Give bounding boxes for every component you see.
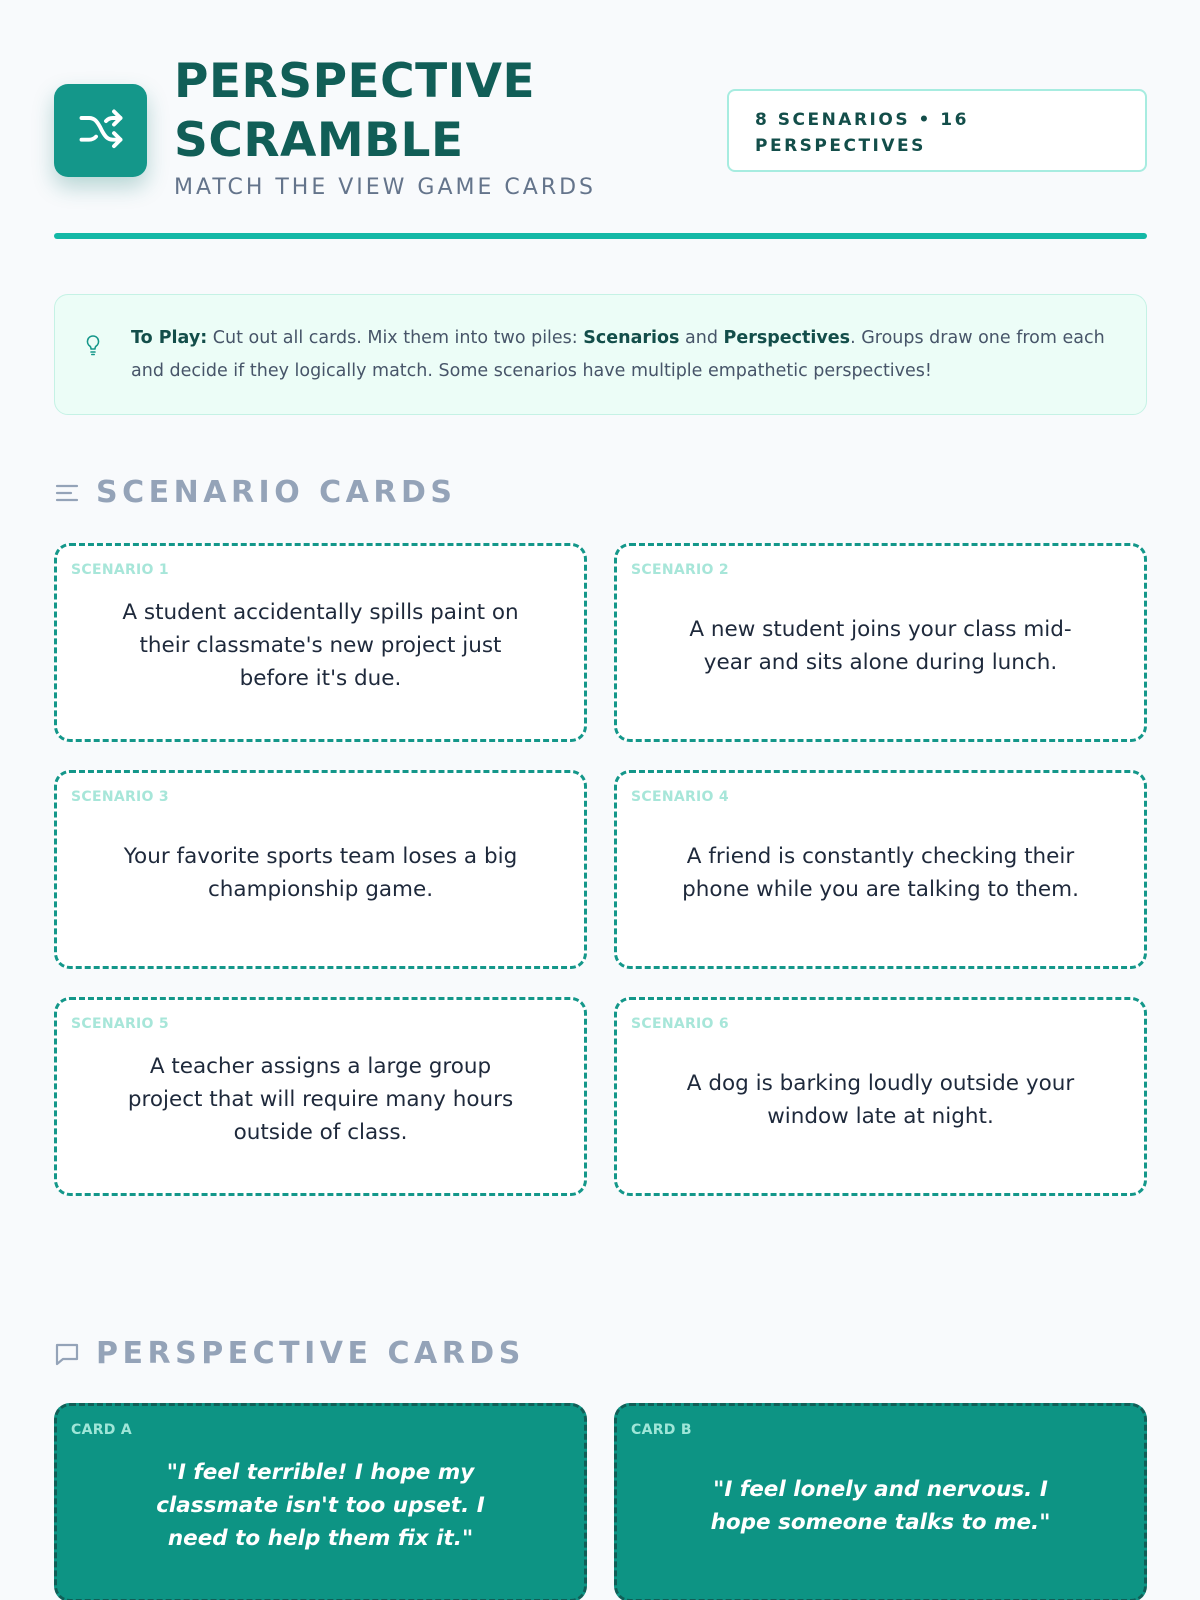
card-label: SCENARIO 3 <box>71 789 169 805</box>
scenario-section-title: SCENARIO CARDS <box>96 475 457 510</box>
list-icon <box>54 480 80 506</box>
title-block <box>174 52 596 200</box>
scenario-section-heading <box>54 475 457 510</box>
scenario-card <box>614 997 1147 1196</box>
count-line-1: 8 SCENARIOS • 16 <box>755 110 969 130</box>
card-label: CARD B <box>631 1422 692 1438</box>
instructions-part-1: Cut out all cards. Mix them into two piles: <box>207 328 584 348</box>
logo <box>54 84 147 177</box>
perspective-card <box>614 1403 1147 1600</box>
header <box>54 0 1147 240</box>
instructions-part-2: . Groups draw one from each and decide if they logically match. Some scenarios have multiple empathetic perspectives! <box>131 328 1105 381</box>
worksheet-page <box>54 0 1147 1551</box>
count-line-2: PERSPECTIVES <box>755 136 926 156</box>
card-text: A friend is constantly checking their phone while you are talking to them. <box>682 843 1079 902</box>
card-text: Your favorite sports team loses a big championship game. <box>123 843 518 902</box>
perspective-section-heading <box>54 1336 525 1371</box>
page-subtitle: MATCH THE VIEW GAME CARDS <box>174 175 597 200</box>
instructions-text <box>131 322 1116 388</box>
lightbulb-icon <box>85 334 101 356</box>
instructions-scenarios: Scenarios <box>583 328 680 348</box>
perspective-card <box>54 1403 587 1600</box>
shuffle-icon <box>75 105 127 157</box>
card-label: SCENARIO 5 <box>71 1016 169 1032</box>
scenario-card <box>54 543 587 742</box>
card-text: "I feel lonely and nervous. I hope someone talks to me." <box>710 1476 1051 1535</box>
card-label: SCENARIO 6 <box>631 1016 729 1032</box>
card-label: SCENARIO 4 <box>631 789 729 805</box>
card-count-badge <box>727 89 1147 172</box>
instructions-lead: To Play: <box>131 328 208 348</box>
instructions-perspectives: Perspectives <box>723 328 851 348</box>
scenario-card <box>54 770 587 969</box>
scenario-card <box>614 543 1147 742</box>
card-text: A student accidentally spills paint on their classmate's new project just before it's due. <box>122 600 519 691</box>
card-label: SCENARIO 1 <box>71 562 169 578</box>
scenario-card <box>54 997 587 1196</box>
card-text: A teacher assigns a large group project that will require many hours outside of class. <box>127 1054 514 1145</box>
card-text: A new student joins your class mid-year and sits alone during lunch. <box>689 616 1072 675</box>
card-text: A dog is barking loudly outside your window late at night. <box>686 1070 1075 1129</box>
header-divider <box>54 233 1147 239</box>
card-label: SCENARIO 2 <box>631 562 729 578</box>
title-line-2: SCRAMBLE <box>174 113 464 168</box>
instructions-box <box>54 294 1147 415</box>
scenario-card <box>614 770 1147 969</box>
instructions-and: and <box>679 328 724 348</box>
card-label: CARD A <box>71 1422 133 1438</box>
card-text: "I feel terrible! I hope my classmate isn't too upset. I need to help them fix it." <box>156 1460 485 1551</box>
perspective-section-title: PERSPECTIVE CARDS <box>96 1336 525 1371</box>
speech-bubble-icon <box>54 1341 80 1367</box>
page-title <box>174 52 596 170</box>
title-line-1: PERSPECTIVE <box>174 54 536 109</box>
